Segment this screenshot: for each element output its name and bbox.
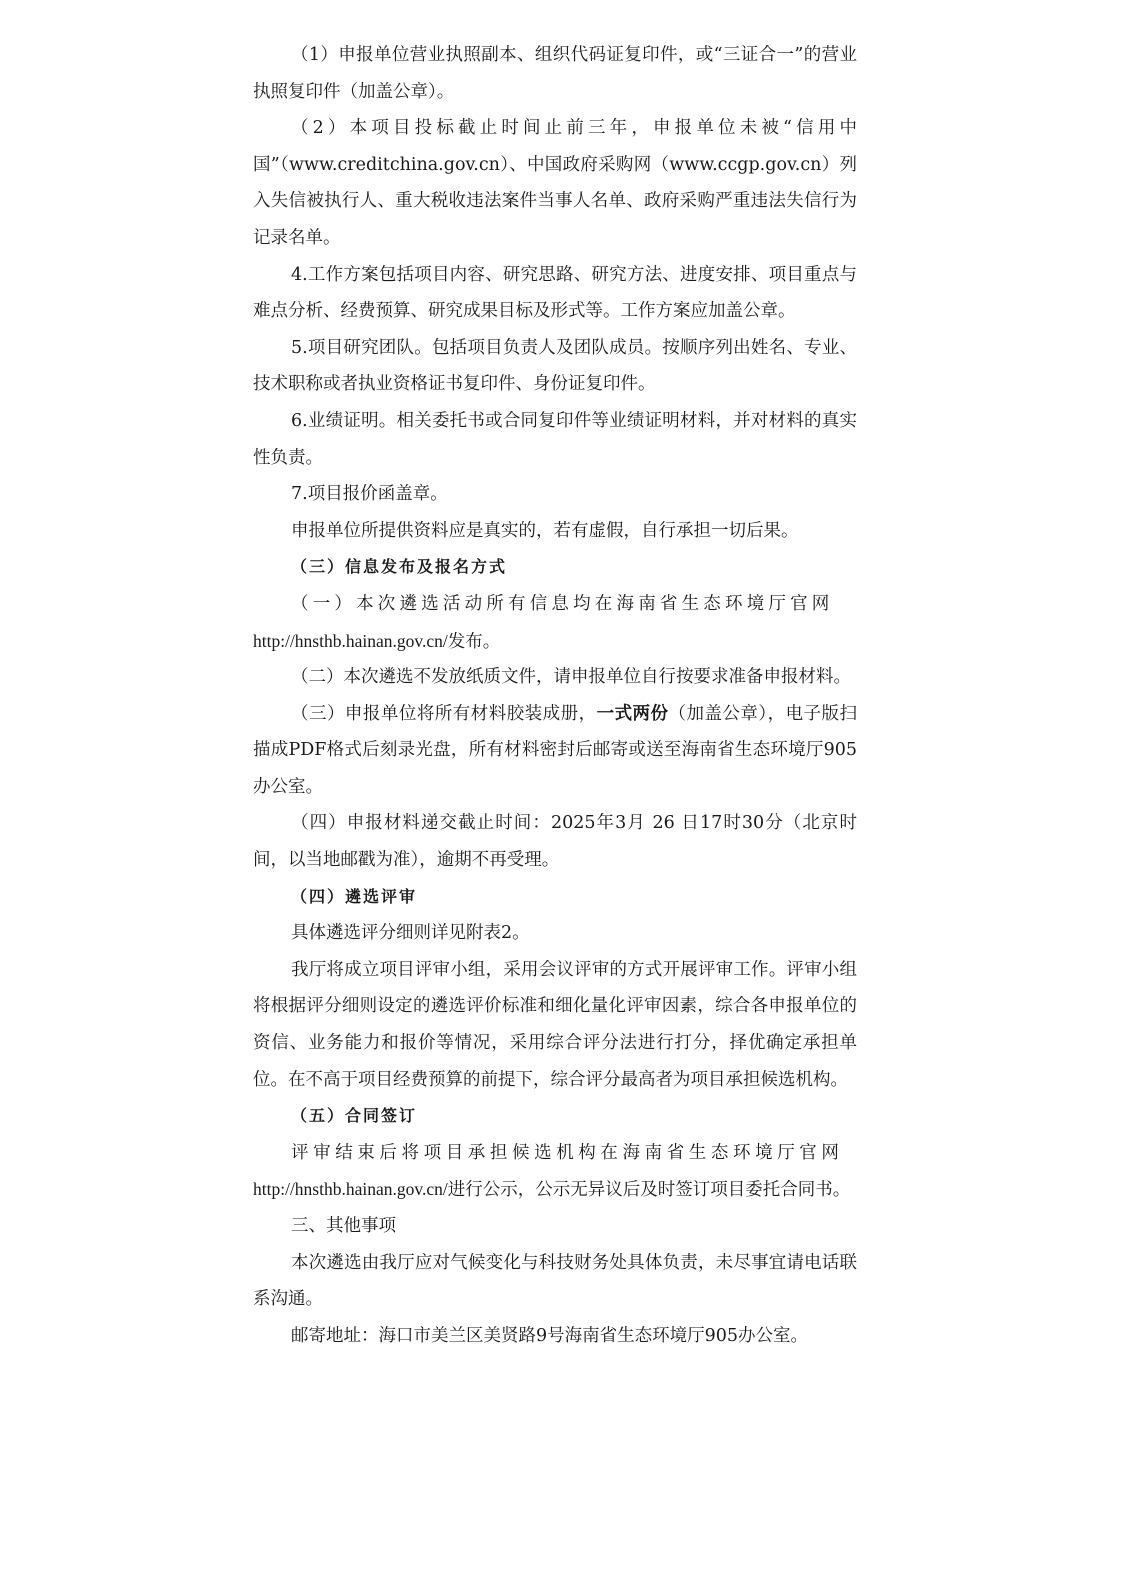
paragraph-responsible-dept: 本次遴选由我厅应对气候变化与科技财务处具体负责，未尽事宜请电话联系沟通。 [253, 1252, 857, 1310]
submission-text-a: （三）申报单位将所有材料胶装成册， [291, 703, 597, 724]
submission-text-b: （加盖公章），电子版扫描成PDF格式后刻录光盘，所有材料密封后邮寄或送至海南省生态环境厅905办公室。 [253, 703, 858, 797]
paragraph-quotation: 7.项目报价函盖章。 [291, 484, 448, 505]
paragraph-credit-check: （2）本项目投标截止时间止前三年，申报单位未被“信用中国”（www.creditchina.gov.cn）、中国政府采购网（www.ccgp.gov.cn）列入失信被执行人、重大税收违法案件当事人名单、政府采购严重违法失信行为记录名单。 [253, 118, 857, 248]
paragraph-mailing-address: 邮寄地址：海口市美兰区美贤路9号海南省生态环境厅905办公室。 [291, 1325, 809, 1346]
section-heading-review: （四）遴选评审 [291, 886, 418, 906]
section-heading-contract: （五）合同签订 [291, 1106, 418, 1126]
paragraph-authenticity: 申报单位所提供资料应是真实的，若有虚假，自行承担一切后果。 [291, 520, 799, 541]
document-page [253, 37, 857, 1354]
paragraph-publicity-line: 评审结束后将项目承担候选机构在海南省生态环境厅官网 [291, 1142, 844, 1163]
paragraph-no-paper: （二）本次遴选不发放纸质文件，请申报单位自行按要求准备申报材料。 [291, 667, 851, 688]
paragraph-review-process: 我厅将成立项目评审小组，采用会议评审的方式开展评审工作。评审小组将根据评分细则设定的遴选评价标准和细化量化评审因素，综合各申报单位的资信、业务能力和报价等情况，采用综合评分法进行打分，择优确定承担单位。在不高于项目经费预算的前提下，综合评分最高者为项目承担候选机构。 [253, 959, 857, 1090]
paragraph-work-plan: 4.工作方案包括项目内容、研究思路、研究方法、进度安排、项目重点与难点分析、经费预算、研究成果目标及形式等。工作方案应加盖公章。 [253, 264, 857, 322]
section-heading-info-release: （三）信息发布及报名方式 [291, 557, 508, 577]
paragraph-deadline: （四）申报材料递交截止时间：2025年3月 26 日17时30分（北京时间，以当地邮戳为准），逾期不再受理。 [253, 813, 857, 871]
paragraph-info-publish-line: （一）本次遴选活动所有信息均在海南省生态环境厅官网 [291, 593, 834, 614]
paragraph-info-publish-url: http://hnsthb.hainan.gov.cn/发布。 [253, 630, 501, 651]
paragraph-performance-proof: 6.业绩证明。相关委托书或合同复印件等业绩证明材料，并对材料的真实性负责。 [253, 410, 857, 468]
submission-bold-copies: 一式两份 [596, 703, 669, 724]
paragraph-business-license: （1）申报单位营业执照副本、组织代码证复印件，或“三证合一”的营业执照复印件（加盖公章）。 [253, 45, 857, 102]
section-heading-other-matters: 三、其他事项 [291, 1216, 396, 1236]
paragraph-publicity-url: http://hnsthb.hainan.gov.cn/进行公示，公示无异议后及时签订项目委托合同书。 [253, 1179, 851, 1200]
paragraph-submission-copies [253, 696, 857, 806]
paragraph-scoring-rules: 具体遴选评分细则详见附表2。 [291, 923, 530, 944]
paragraph-research-team: 5.项目研究团队。包括项目负责人及团队成员。按顺序列出姓名、专业、技术职称或者执业资格证书复印件、身份证复印件。 [253, 337, 857, 395]
